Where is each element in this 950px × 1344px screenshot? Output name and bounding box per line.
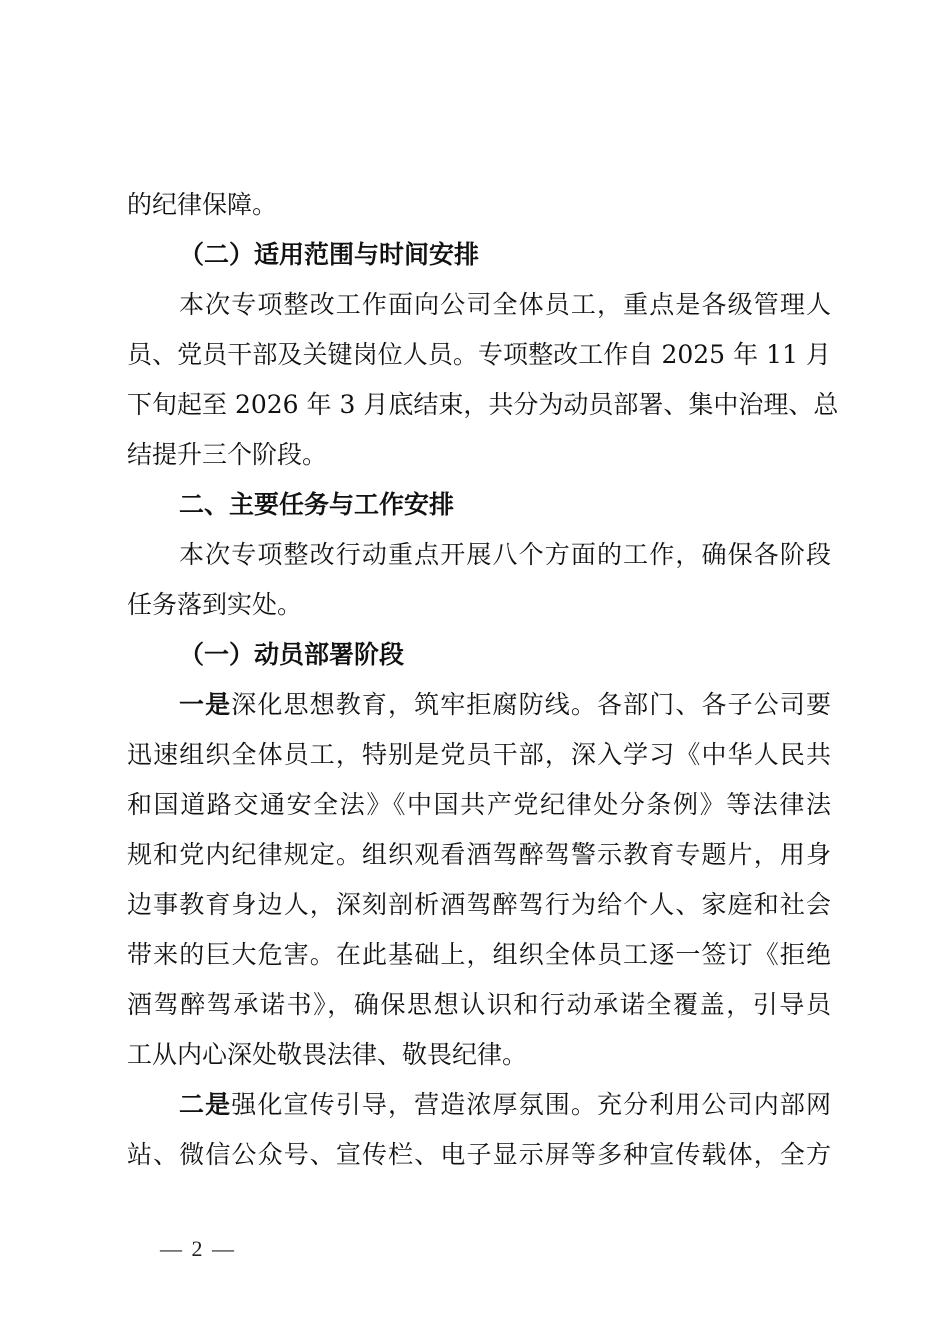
section-heading xyxy=(127,480,831,530)
text-line xyxy=(127,430,831,480)
text-line xyxy=(127,280,831,330)
line-text: 强化宣传引导，营造浓厚氛围。充分利用公司内部网 xyxy=(231,1090,831,1119)
line-text: 的纪律保障。 xyxy=(127,190,278,219)
line-text: 下旬起至 2026 年 3 月底结束，共分为动员部署、集中治理、总 xyxy=(127,390,839,419)
text-line xyxy=(127,1080,831,1130)
line-text: 员、党员干部及关键岗位人员。专项整改工作自 2025 年 11 月 xyxy=(127,340,831,369)
text-line xyxy=(127,580,831,630)
text-line xyxy=(127,880,831,930)
line-text: 结提升三个阶段。 xyxy=(127,440,328,469)
text-line xyxy=(127,830,831,880)
text-line xyxy=(127,1130,831,1180)
line-text: 带来的巨大危害。在此基础上，组织全体员工逐一签订《拒绝 xyxy=(127,940,831,969)
page-number: — 2 — xyxy=(160,1236,236,1261)
line-text: 酒驾醉驾承诺书》，确保思想认识和行动承诺全覆盖，引导员 xyxy=(127,990,831,1019)
text-line xyxy=(127,530,831,580)
text-line xyxy=(127,680,831,730)
line-text: 迅速组织全体员工，特别是党员干部，深入学习《中华人民共 xyxy=(127,740,831,769)
bold-lead: 二是 xyxy=(179,1090,232,1119)
line-text: 二、主要任务与工作安排 xyxy=(179,490,455,519)
text-line xyxy=(127,980,831,1030)
text-line xyxy=(127,180,831,230)
text-line xyxy=(127,330,831,380)
line-text: 和国道路交通安全法》《中国共产党纪律处分条例》等法律法 xyxy=(127,790,831,819)
line-text: 任务落到实处。 xyxy=(127,590,303,619)
line-text: （一）动员部署阶段 xyxy=(179,640,405,669)
text-line xyxy=(127,930,831,980)
section-heading xyxy=(127,230,831,280)
line-text: 规和党内纪律规定。组织观看酒驾醉驾警示教育专题片，用身 xyxy=(127,840,831,869)
text-line xyxy=(127,780,831,830)
text-line xyxy=(127,730,831,780)
text-line xyxy=(127,1030,831,1080)
line-text: 本次专项整改工作面向公司全体员工，重点是各级管理人 xyxy=(179,290,831,319)
bold-lead: 一是 xyxy=(179,690,232,719)
line-text: 深化思想教育，筑牢拒腐防线。各部门、各子公司要 xyxy=(231,690,831,719)
line-text: 边事教育身边人，深刻剖析酒驾醉驾行为给个人、家庭和社会 xyxy=(127,890,831,919)
section-heading xyxy=(127,630,831,680)
text-line xyxy=(127,380,839,430)
line-text: 本次专项整改行动重点开展八个方面的工作，确保各阶段 xyxy=(179,540,831,569)
line-text: （二）适用范围与时间安排 xyxy=(179,240,480,269)
line-text: 工从内心深处敬畏法律、敬畏纪律。 xyxy=(127,1040,528,1069)
line-text: 站、微信公众号、宣传栏、电子显示屏等多种宣传载体，全方 xyxy=(127,1140,831,1169)
